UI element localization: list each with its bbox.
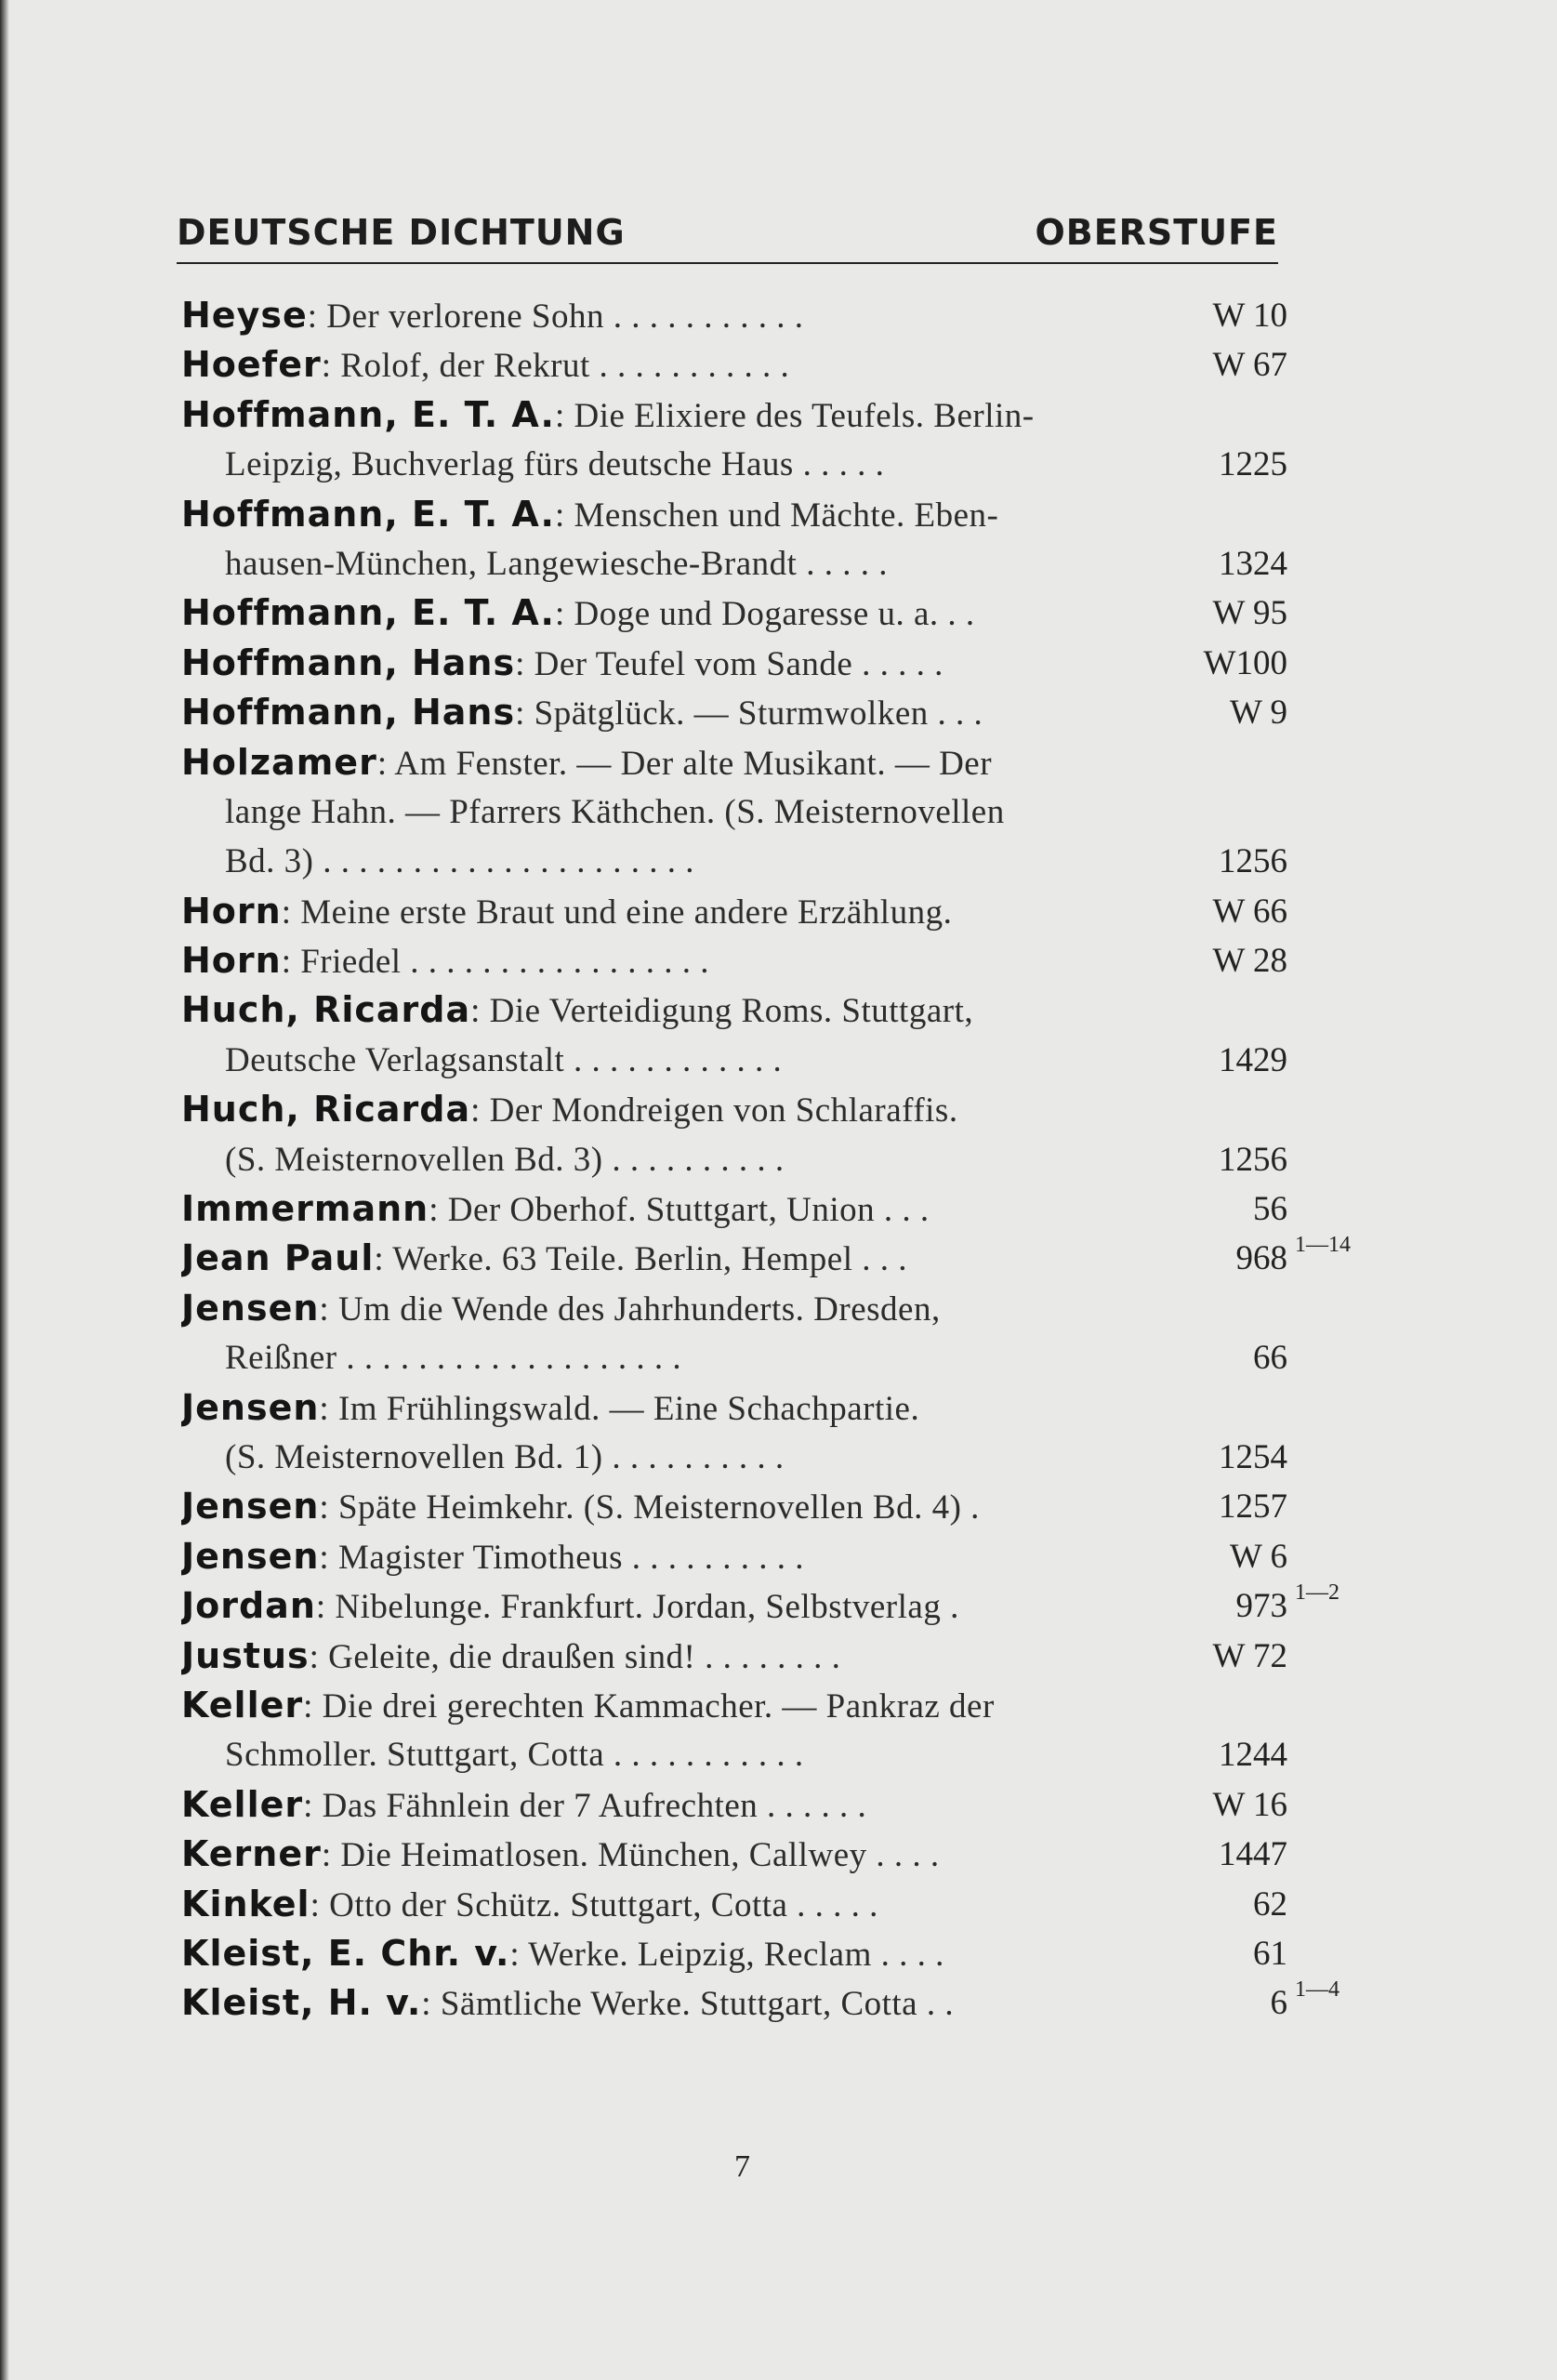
entry-number: W 16 [1148,1780,1287,1830]
entry-line [181,738,1297,787]
entry-line [181,1681,1297,1730]
entry-author: Hoffmann, Hans [181,692,516,734]
entry-number: 973 [1148,1581,1287,1631]
entry-number: W 95 [1148,588,1287,638]
entry-title: : Werke. 63 Teile. Berlin, Hempel . . . [374,1240,907,1279]
entry-title: : Die drei gerechten Kammacher. — Pankraz der [303,1686,995,1726]
entry-author: Keller [181,1783,304,1825]
entry-text [225,1135,1287,1184]
entry-number: W 6 [1148,1532,1287,1581]
entry-title: Bd. 3) . . . . . . . . . . . . . . . . . . . . . [225,842,694,881]
entry-author: Jean Paul [181,1237,375,1279]
entry-line [181,887,1297,936]
entry-title: (S. Meisternovellen Bd. 3) . . . . . . . . . . [225,1140,785,1179]
page-number: 7 [734,2149,750,2184]
entry-title: : Im Frühlingswald. — Eine Schachpartie. [319,1389,920,1428]
entry-title: : Friedel . . . . . . . . . . . . . . . . . [281,943,710,982]
entry-continuation-line [181,1333,1297,1382]
entry-number: W 10 [1148,291,1287,340]
entry-title: : Nibelunge. Frankfurt. Jordan, Selbstverlag . [315,1588,959,1627]
entry-title: : Meine erste Braut und eine andere Erzählung. [281,892,953,932]
entry-line [181,1184,1297,1234]
entry-text [225,787,1287,837]
entry-title: : Geleite, die draußen sind! . . . . . . . . [309,1637,841,1676]
entry-title: : Der Mondreigen von Schlaraffis. [470,1091,958,1130]
entry-title: hausen-München, Langewiesche-Brandt . . . . . [225,544,888,583]
entry-text [181,588,1287,639]
entry-line [181,1929,1297,1978]
entry-title: : Rolof, der Rekrut . . . . . . . . . . . [321,347,790,386]
entry-title: : Das Fähnlein der 7 Aufrechten . . . . . . [303,1786,867,1825]
entry-text [181,738,1287,788]
entry-line [181,1383,1297,1433]
entry-author: Hoffmann, E. T. A. [181,493,555,535]
entry-author: Justus [181,1634,310,1676]
entry-text [181,1234,1287,1284]
entry-text [181,1830,1287,1880]
entry-text [181,1681,1287,1731]
entry-author: Heyse [181,295,308,336]
entry-title: : Otto der Schütz. Stuttgart, Cotta . . . . . [310,1885,878,1924]
entry-line [181,390,1297,440]
entry-line [181,588,1297,638]
entry-title: : Späte Heimkehr. (S. Meisternovellen Bd. 4) . [319,1488,980,1527]
entry-line [181,1284,1297,1333]
entry-line [181,639,1297,688]
entry-author: Hoffmann, E. T. A. [181,393,555,435]
entry-continuation-line [181,539,1297,588]
entry-number: W100 [1148,639,1287,688]
entry-title: (S. Meisternovellen Bd. 1) . . . . . . . . . . [225,1437,785,1476]
entry-line [181,1580,1339,1631]
entry-title: : Menschen und Mächte. Eben- [554,496,999,535]
entry-title: : Die Heimatlosen. München, Callwey . . . . [321,1836,940,1875]
entry-title: : Der verlorene Sohn . . . . . . . . . . . [307,298,804,336]
entry-text [181,639,1287,689]
entry-text [181,688,1287,738]
entry-number: 6 [1148,1978,1287,2028]
bibliography-list [181,291,1351,2029]
entry-number: W 72 [1148,1632,1287,1681]
entry-line [181,936,1297,985]
entry-number: 1256 [1148,1135,1287,1184]
entry-title: Schmoller. Stuttgart, Cotta . . . . . . . . . . . [225,1736,804,1775]
entry-author: Hoffmann, E. T. A. [181,592,555,634]
entry-number: 61 [1148,1929,1287,1978]
entry-line [181,291,1297,340]
entry-line [181,688,1297,737]
entry-author: Kleist, H. v. [181,1982,422,2024]
entry-number: 62 [1148,1880,1287,1929]
running-header [177,212,1278,264]
entry-text [181,1383,1287,1434]
entry-title: : Der Oberhof. Stuttgart, Union . . . [429,1191,930,1230]
entry-text [181,1284,1287,1334]
entry-author: Jensen [181,1386,320,1428]
entry-line [181,340,1297,390]
entry-author: Hoffmann, Hans [181,641,516,683]
entry-line [181,985,1297,1035]
entry-title: lange Hahn. — Pfarrers Käthchen. (S. Meisternovellen [225,792,1005,831]
entry-line [181,1780,1297,1830]
entry-title: : Magister Timotheus . . . . . . . . . . [319,1538,805,1577]
entry-author: Immermann [181,1188,429,1230]
entry-author: Huch, Ricarda [181,989,471,1031]
entry-continuation-line [181,1433,1297,1482]
entry-text [225,1036,1287,1085]
entry-text [181,490,1287,540]
entry-line [181,1880,1297,1929]
entry-text [181,340,1287,390]
entry-continuation-line [181,1730,1297,1779]
entry-number: 1324 [1148,539,1287,588]
entry-author: Jensen [181,1535,320,1577]
entry-text [181,1929,1287,1979]
entry-author: Kinkel [181,1883,310,1924]
entry-text [181,1880,1287,1930]
entry-text [181,985,1287,1036]
entry-author: Horn [181,940,282,982]
entry-continuation-line [181,837,1297,886]
entry-volume-range: 1—2 [1295,1580,1339,1606]
entry-text [225,837,1287,886]
entry-author: Keller [181,1684,304,1726]
entry-text [181,1581,1287,1632]
entry-line [181,1233,1351,1283]
entry-author: Jordan [181,1585,316,1627]
entry-author: Huch, Ricarda [181,1089,471,1130]
entry-continuation-line [181,1135,1297,1184]
entry-volume-range: 1—4 [1295,1977,1339,2003]
entry-title: : Doge und Dogaresse u. a. . . [554,595,975,634]
entry-text [181,887,1287,937]
entry-text [181,1632,1287,1682]
entry-continuation-line [181,787,1297,837]
entry-number: 56 [1148,1184,1287,1234]
entry-title: Reißner . . . . . . . . . . . . . . . . . . . [225,1339,682,1378]
entry-number: 66 [1148,1333,1287,1382]
entry-number: 1429 [1148,1036,1287,1085]
entry-text [181,390,1287,441]
entry-author: Jensen [181,1486,320,1527]
entry-number: W 67 [1148,340,1287,390]
entry-text [181,936,1287,986]
entry-title: : Die Verteidigung Roms. Stuttgart, [470,992,974,1031]
entry-number: 1225 [1148,440,1287,489]
entry-title: : Sämtliche Werke. Stuttgart, Cotta . . [421,1985,955,2024]
entry-author: Hoefer [181,344,322,386]
entry-author: Horn [181,890,282,932]
entry-text [181,1978,1287,2029]
entry-number: 1447 [1148,1830,1287,1879]
entry-line [181,1632,1297,1681]
entry-number: W 66 [1148,887,1287,936]
entry-title: : Am Fenster. — Der alte Musikant. — Der [376,744,993,783]
entry-line [181,1482,1297,1531]
entry-number: W 9 [1148,688,1287,737]
entry-author: Kleist, E. Chr. v. [181,1932,510,1974]
entry-title: : Um die Wende des Jahrhunderts. Dresden, [319,1289,941,1329]
entry-number: 1257 [1148,1482,1287,1531]
entry-text [225,1333,1287,1382]
entry-number: 1244 [1148,1730,1287,1779]
entry-title: : Werke. Leipzig, Reclam . . . . [509,1935,944,1974]
entry-text [225,1730,1287,1779]
entry-text [181,1780,1287,1831]
entry-title: Deutsche Verlagsanstalt . . . . . . . . . . . . [225,1040,783,1079]
header-title: DEUTSCHE DICHTUNG [177,212,626,253]
entry-line [181,490,1297,539]
entry-author: Jensen [181,1287,320,1329]
entry-line [181,1977,1339,2028]
entry-line [181,1532,1297,1581]
entry-text [225,440,1287,489]
entry-text [181,291,1287,341]
entry-text [181,1184,1287,1235]
entry-number: 968 [1148,1234,1287,1283]
header-level: OBERSTUFE [1035,212,1278,253]
entry-volume-range: 1—14 [1295,1233,1351,1258]
entry-line [181,1085,1297,1134]
entry-number: 1254 [1148,1433,1287,1482]
entry-title: : Der Teufel vom Sande . . . . . [515,644,943,683]
entry-title: Leipzig, Buchverlag fürs deutsche Haus . . . . . [225,445,885,484]
entry-continuation-line [181,440,1297,489]
entry-text [225,539,1287,588]
entry-number: W 28 [1148,936,1287,985]
entry-title: : Die Elixiere des Teufels. Berlin- [554,396,1035,435]
entry-title: : Spätglück. — Sturmwolken . . . [515,694,983,734]
entry-number: 1256 [1148,837,1287,886]
entry-text [181,1532,1287,1582]
page-edge-shadow [0,0,9,2380]
entry-author: Holzamer [181,741,377,783]
entry-author: Kerner [181,1833,322,1875]
entry-text [181,1085,1287,1135]
entry-text [225,1433,1287,1482]
entry-text [181,1482,1287,1532]
entry-continuation-line [181,1036,1297,1085]
entry-line [181,1830,1297,1879]
